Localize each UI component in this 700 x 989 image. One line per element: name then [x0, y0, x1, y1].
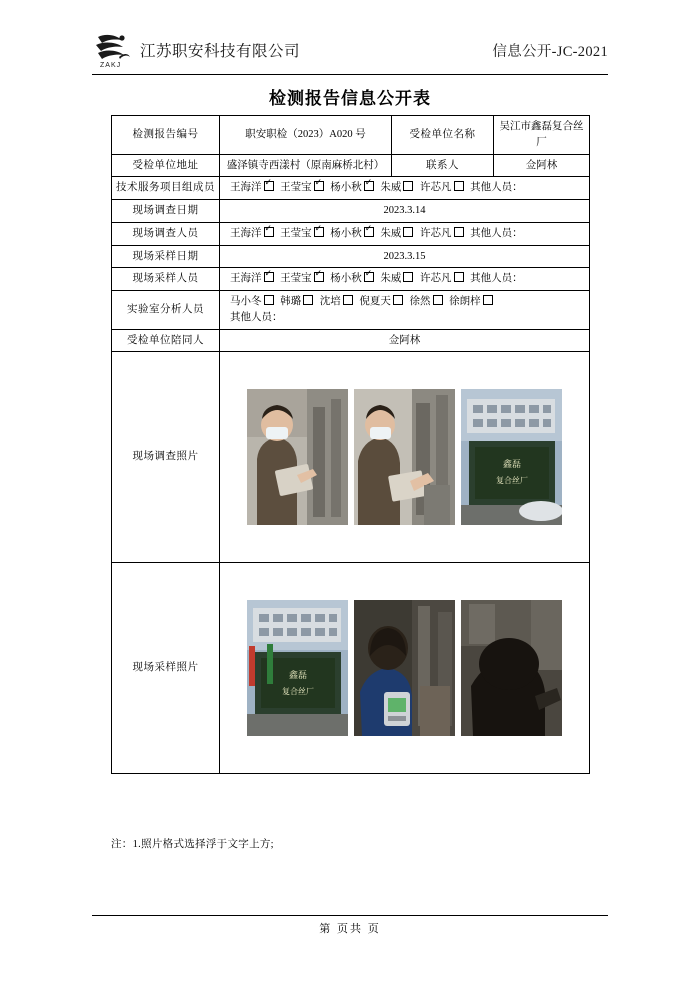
lab-staff-label: 实验室分析人员	[112, 291, 220, 330]
survey-staff-cell	[220, 222, 590, 245]
survey-staff-label: 现场调查人员	[112, 222, 220, 245]
table-row	[112, 329, 590, 352]
checkbox-sample-yangxiaoqiu[interactable]	[364, 272, 374, 282]
sample-staff-label: 现场采样人员	[112, 268, 220, 291]
sample-staff-wangyingbao: 王莹宝 ✓	[280, 271, 325, 287]
document-code: 信息公开-JC-2021	[492, 43, 608, 60]
checkbox-yangxiaoqiu[interactable]	[364, 181, 374, 191]
svg-text:ZAKJ: ZAKJ	[100, 62, 122, 69]
checkbox-survey-wangyingbao[interactable]	[314, 227, 324, 237]
lab-staff-nixiatian: 倪夏天	[359, 294, 404, 310]
company-logo-icon	[92, 31, 134, 69]
table-row	[112, 291, 590, 330]
lab-staff-xuran: 徐然	[410, 294, 444, 310]
sample-photo-3	[461, 600, 562, 736]
checkbox-xuran[interactable]	[433, 295, 443, 305]
footer-divider	[92, 915, 608, 916]
client-address-label: 受检单位地址	[112, 154, 220, 177]
checkbox-nixiatian[interactable]	[393, 295, 403, 305]
sample-photo-1	[247, 600, 348, 736]
lab-staff-cell	[220, 291, 590, 330]
svg-text:鑫磊: 鑫磊	[288, 670, 308, 681]
table-row	[112, 177, 590, 200]
sample-photo-2	[354, 600, 455, 736]
contact-value: 佥阿林	[494, 154, 590, 177]
lab-other-label: 其他人员：	[230, 311, 283, 323]
sample-staff-wanghaiyang: 王海洋 ✓	[230, 271, 275, 287]
survey-staff-xuxinfan: 许芯凡	[420, 226, 465, 242]
sample-photo-label: 现场采样照片	[112, 563, 220, 774]
staff-wanghaiyang: 王海洋 ✓	[230, 180, 275, 196]
survey-photo-3	[461, 389, 562, 525]
table-row	[112, 352, 590, 563]
checkbox-maxiaodong[interactable]	[264, 295, 274, 305]
sample-date-value: 2023.3.15	[220, 245, 590, 268]
staff-yangxiaoqiu: 杨小秋 ✓	[330, 180, 375, 196]
survey-other-label: 其他人员：	[470, 227, 523, 239]
contact-label: 联系人	[392, 154, 494, 177]
lab-staff-line-2	[230, 310, 585, 326]
report-no-value: 职安职检（2023）A020 号	[220, 116, 392, 155]
svg-text:复合丝厂: 复合丝厂	[496, 476, 528, 486]
company-name: 江苏职安科技有限公司	[140, 43, 301, 60]
sample-other-label: 其他人员：	[470, 273, 523, 285]
sample-staff-cell	[220, 268, 590, 291]
info-table	[111, 115, 590, 774]
checkbox-sample-wanghaiyang[interactable]	[264, 272, 274, 282]
accompany-label: 受检单位陪同人	[112, 329, 220, 352]
survey-staff-yangxiaoqiu: 杨小秋 ✓	[330, 226, 375, 242]
checkbox-zhuwei[interactable]	[403, 181, 413, 191]
checkbox-survey-yangxiaoqiu[interactable]	[364, 227, 374, 237]
staff-xuxinfan: 许芯凡	[420, 180, 465, 196]
svg-text:复合丝厂: 复合丝厂	[282, 687, 314, 697]
client-name-value: 吴江市鑫磊复合丝厂	[494, 116, 590, 155]
client-address-value: 盛泽镇寺西漾村（原南麻桥北村）	[220, 154, 392, 177]
header-divider	[92, 74, 608, 75]
survey-staff-wanghaiyang: 王海洋 ✓	[230, 226, 275, 242]
svg-text:鑫磊: 鑫磊	[502, 459, 522, 470]
table-row	[112, 268, 590, 291]
survey-photo-1	[247, 389, 348, 525]
table-row	[112, 116, 590, 155]
lab-staff-hanlu: 韩璐	[280, 294, 314, 310]
sample-photo-cell	[220, 563, 590, 774]
accompany-value: 佥阿林	[220, 329, 590, 352]
survey-photo-cell	[220, 352, 590, 563]
table-row	[112, 154, 590, 177]
checkbox-xulangzi[interactable]	[483, 295, 493, 305]
page-number: 第 页共 页	[319, 923, 381, 935]
survey-photo-2	[354, 389, 455, 525]
report-no-label: 检测报告编号	[112, 116, 220, 155]
lab-staff-xulangzi: 徐朗梓	[449, 294, 494, 310]
lab-staff-maxiaodong: 马小冬	[230, 294, 275, 310]
staff-wangyingbao: 王莹宝 ✓	[280, 180, 325, 196]
survey-staff-wangyingbao: 王莹宝 ✓	[280, 226, 325, 242]
lab-staff-line-1	[230, 294, 585, 310]
team-members-cell	[220, 177, 590, 200]
company-brand	[92, 31, 300, 69]
sample-staff-yangxiaoqiu: 杨小秋 ✓	[330, 271, 375, 287]
checkbox-sample-wangyingbao[interactable]	[314, 272, 324, 282]
survey-staff-zhuwei: 朱威	[380, 226, 414, 242]
table-row	[112, 222, 590, 245]
sample-staff-zhuwei: 朱威	[380, 271, 414, 287]
sample-staff-xuxinfan: 许芯凡	[420, 271, 465, 287]
survey-photo-label: 现场调查照片	[112, 352, 220, 563]
team-other-label: 其他人员：	[470, 182, 523, 194]
table-row	[112, 200, 590, 223]
survey-date-label: 现场调查日期	[112, 200, 220, 223]
checkbox-shenpei[interactable]	[343, 295, 353, 305]
lab-staff-shenpei: 沈培	[320, 294, 354, 310]
checkbox-sample-zhuwei[interactable]	[403, 272, 413, 282]
team-label: 技术服务项目组成员	[112, 177, 220, 200]
checkbox-survey-zhuwei[interactable]	[403, 227, 413, 237]
checkbox-xuxinfan[interactable]	[454, 181, 464, 191]
checkbox-wangyingbao[interactable]	[314, 181, 324, 191]
sample-date-label: 现场采样日期	[112, 245, 220, 268]
checkbox-wanghaiyang[interactable]	[264, 181, 274, 191]
checkbox-survey-xuxinfan[interactable]	[454, 227, 464, 237]
page-header	[92, 30, 608, 74]
page-title: 检测报告信息公开表	[269, 89, 431, 108]
footnote: 注：1.照片格式选择浮于文字上方;	[111, 839, 274, 850]
checkbox-sample-xuxinfan[interactable]	[454, 272, 464, 282]
checkbox-hanlu[interactable]	[303, 295, 313, 305]
survey-date-value: 2023.3.14	[220, 200, 590, 223]
staff-zhuwei: 朱威	[380, 180, 414, 196]
table-row	[112, 245, 590, 268]
client-name-label: 受检单位名称	[392, 116, 494, 155]
checkbox-survey-wanghaiyang[interactable]	[264, 227, 274, 237]
table-row	[112, 563, 590, 774]
